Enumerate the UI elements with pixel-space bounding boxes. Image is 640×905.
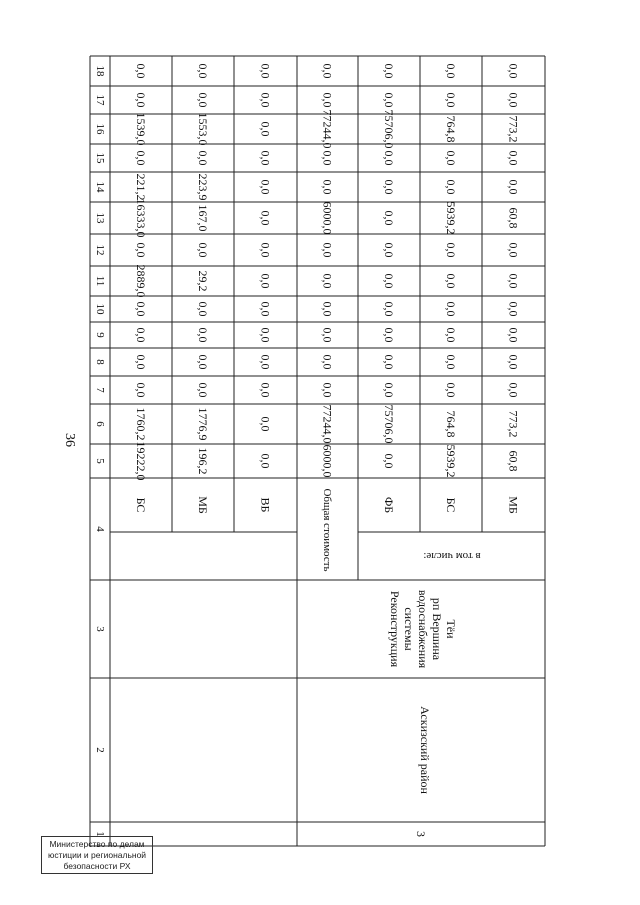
section-b-row-1-col10: 0,0 [382,301,396,317]
section-a-row-3-col8: 0,0 [258,354,273,370]
section-b-label-3: МБ [506,496,521,514]
section-b-row-1-col13: 0,0 [382,210,396,226]
section-a-row-2-col9: 0,0 [196,327,210,343]
section-b-total-col7: 0,0 [320,382,335,398]
including-label: в том числе: [423,550,481,562]
project-line-4: рп Вершина [430,597,444,661]
section-b-row-2-col17: 0,0 [444,92,458,108]
column-number-6: 6 [94,421,106,427]
section-b-row-2-col12: 0,0 [444,242,458,258]
section-b-total-col10: 0,0 [320,301,335,317]
section-a-row-3-col13: 0,0 [258,210,273,226]
section-b-row-3-col8: 0,0 [506,354,521,370]
section-b-row-2-col16: 764,8 [444,115,458,143]
row-number: 3 [414,831,428,837]
section-b-row-1-col11: 0,0 [382,273,396,289]
section-b-row-1-col16: 75706,0 [382,109,396,149]
section-b-total-col15: 0,0 [320,150,335,166]
column-number-8: 8 [94,359,106,365]
section-a-row-3-col11: 0,0 [258,273,273,289]
section-a-row-3-col15: 0,0 [258,150,273,166]
section-a-row-2-col14: 223,9 [196,173,210,201]
project-line-5: Тёи [444,619,458,639]
section-b-total-col5: 6000,0 [320,444,335,478]
section-a-row-2-col10: 0,0 [196,301,210,317]
column-number-5: 5 [94,458,106,464]
section-b-row-3-col6: 773,2 [506,410,521,438]
column-number-16: 16 [94,123,106,135]
section-a-row-2-col5: 196,2 [196,447,210,475]
section-b-row-3-col15: 0,0 [506,150,521,166]
section-a-row-1-col7: 0,0 [134,382,148,398]
section-b-row-2-col15: 0,0 [444,150,458,166]
section-b-row-2-col11: 0,0 [444,273,458,289]
section-a-row-1-col5: 19222,0 [134,441,148,481]
column-number-11: 11 [94,275,106,287]
ministry-stamp [41,836,153,874]
section-a-row-2-col13: 167,0 [196,204,210,232]
section-b-total-col11: 0,0 [320,273,335,289]
section-a-row-3-col16: 0,0 [258,121,273,137]
section-b-row-2-col5: 5939,2 [444,444,458,478]
section-b-row-1-col8: 0,0 [382,354,396,370]
stamp-line-3: безопасности РХ [63,861,131,871]
section-b-row-2-col13: 5939,2 [444,201,458,235]
section-b-row-1-col18: 0,0 [382,63,396,79]
section-b-row-3-col17: 0,0 [506,92,521,108]
table-cells [94,64,521,838]
section-a-row-1-col13: 16333,0 [134,198,148,238]
section-a-row-2-col16: 1553,0 [196,112,210,146]
section-b-row-2-col6: 764,8 [444,410,458,438]
section-b-row-2-col8: 0,0 [444,354,458,370]
section-a-row-1-col11: 2889,0 [134,264,148,298]
section-a-row-3-col12: 0,0 [258,242,273,258]
section-b-row-2-col18: 0,0 [444,63,458,79]
section-a-row-1-col15: 0,0 [134,150,148,166]
section-b-row-2-col7: 0,0 [444,382,458,398]
section-b-total-col17: 0,0 [320,92,335,108]
stamp-line-1: Министерство по делам [49,839,145,849]
district-name: Аскизский район [418,706,432,794]
project-line-1: Реконструкция [388,590,402,668]
page-number: 36 [62,433,77,447]
section-b-row-2-col14: 0,0 [444,179,458,195]
section-b-row-1-col7: 0,0 [382,382,396,398]
section-a-row-3-col14: 0,0 [258,179,273,195]
project-line-2: системы [402,607,416,651]
section-b-row-3-col14: 0,0 [506,179,521,195]
section-a-row-1-col16: 1539,0 [134,112,148,146]
stamp-line-2: юстиции и региональной [47,850,147,860]
section-a-row-3-col10: 0,0 [258,301,273,317]
section-b-row-1-col5: 0,0 [382,453,396,469]
section-b-row-3-col7: 0,0 [506,382,521,398]
section-a-row-1-col6: 1760,2 [134,407,148,441]
section-a-row-1-col17: 0,0 [134,92,148,108]
section-b-total-col12: 0,0 [320,242,335,258]
column-number-2: 2 [94,747,106,753]
column-number-17: 17 [94,94,106,106]
section-b-row-2-col9: 0,0 [444,327,458,343]
section-b-label-1: ФБ [382,496,396,514]
section-b-row-2-col10: 0,0 [444,301,458,317]
section-a-row-1-col9: 0,0 [134,327,148,343]
section-b-total-col13: 6000,0 [320,201,335,235]
section-a-row-1-col8: 0,0 [134,354,148,370]
section-b-row-1-col6: 75706,0 [382,404,396,444]
section-a-label-1: БС [134,497,148,513]
column-number-15: 15 [94,152,106,164]
section-b-row-3-col12: 0,0 [506,242,521,258]
section-b-row-1-col14: 0,0 [382,179,396,195]
section-b-row-3-col11: 0,0 [506,273,521,289]
section-a-row-1-col14: 221,2 [134,173,148,201]
column-number-3: 3 [94,626,106,632]
section-b-row-1-col17: 0,0 [382,92,396,108]
section-b-total-col18: 0,0 [320,63,335,79]
column-number-4: 4 [94,526,106,532]
table-grid [90,56,545,846]
section-b-row-3-col13: 60,8 [506,207,521,229]
section-a-row-2-col17: 0,0 [196,92,210,108]
column-number-7: 7 [94,387,106,393]
section-a-row-2-col18: 0,0 [196,63,210,79]
section-a-row-1-col12: 0,0 [134,242,148,258]
section-a-row-3-col5: 0,0 [258,453,273,469]
section-a-row-3-col7: 0,0 [258,382,273,398]
section-a-row-3-col17: 0,0 [258,92,273,108]
section-b-row-3-col9: 0,0 [506,327,521,343]
section-b-total-col9: 0,0 [320,327,335,343]
section-b-total-col6: 77244,0 [320,404,335,444]
section-a-row-3-col6: 0,0 [258,416,273,432]
column-number-12: 12 [94,244,106,256]
section-a-row-2-col11: 29,2 [196,270,210,292]
section-a-row-2-col7: 0,0 [196,382,210,398]
section-b-total-col16: 77244,0 [320,109,335,149]
column-number-1: 1 [94,831,106,837]
column-number-14: 14 [94,181,106,193]
column-number-10: 10 [94,303,106,315]
section-b-total-col14: 0,0 [320,179,335,195]
column-number-13: 13 [94,212,106,224]
column-number-9: 9 [94,332,106,338]
project-line-3: водоснабжения [416,589,430,669]
section-a-row-3-col18: 0,0 [258,63,273,79]
section-a-label-3: ВБ [258,497,273,513]
section-a-label-2: МБ [196,496,210,514]
section-a-row-1-col18: 0,0 [134,63,148,79]
section-a-row-2-col8: 0,0 [196,354,210,370]
section-a-row-2-col15: 0,0 [196,150,210,166]
section-a-row-1-col10: 0,0 [134,301,148,317]
section-b-row-3-col18: 0,0 [506,63,521,79]
section-a-row-3-col9: 0,0 [258,327,273,343]
section-b-row-3-col5: 60,8 [506,450,521,472]
section-a-row-2-col6: 1776,9 [196,407,210,441]
section-b-row-3-col10: 0,0 [506,301,521,317]
section-a-row-2-col12: 0,0 [196,242,210,258]
section-b-row-1-col9: 0,0 [382,327,396,343]
column-number-18: 18 [94,65,106,77]
total-label: Общая стоимость [321,488,333,572]
section-b-row-1-col12: 0,0 [382,242,396,258]
section-b-label-2: БС [444,497,458,513]
section-b-total-col8: 0,0 [320,354,335,370]
section-b-row-3-col16: 773,2 [506,115,521,143]
section-b-row-1-col15: 0,0 [382,150,396,166]
